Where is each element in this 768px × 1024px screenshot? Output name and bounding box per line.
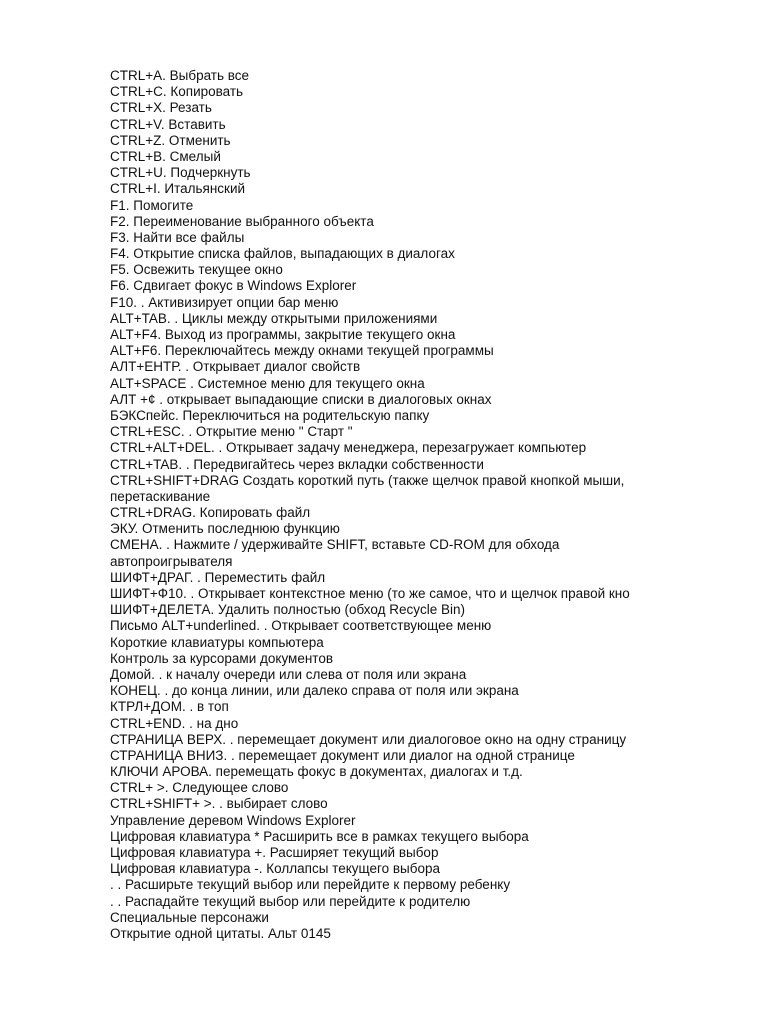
line-alt-tab: ALT+TAB. . Циклы между открытыми приложениями — [110, 310, 438, 326]
line-collapse-parent: . . Распадайте текущий выбор или перейдите к родителю — [110, 893, 471, 909]
line-alt-f4: ALT+F4. Выход из программы, закрытие текущего окна — [110, 327, 456, 342]
section-heading-special-characters: Специальные персонажи — [110, 909, 269, 925]
line-ctrl-v: CTRL+V. Вставить — [110, 116, 226, 132]
line-ctrl-right: CTRL+ >. Следующее слово — [110, 780, 289, 796]
line-f3: F3. Найти все файлы — [110, 229, 245, 245]
line-ctrl-u: CTRL+U. Подчеркнуть — [110, 165, 251, 181]
line-alt-space: ALT+SPACE . Системное меню для текущего окна — [110, 375, 425, 391]
line-home: Домой. . к началу очереди или слева от поля или экрана — [110, 666, 467, 682]
line-arrow-keys: КЛЮЧИ АРОВА. перемещать фокус в документах, диалогах и т.д. — [110, 764, 523, 780]
line-f10: F10. . Активизирует опции бар меню — [110, 294, 339, 310]
line-shift-delete: ШИФТ+ДЕЛЕТА. Удалить полностью (обход Recycle Bin) — [110, 602, 466, 618]
line-page-up: СТРАНИЦА ВЕРХ. . перемещает документ или диалоговое окно на одну страницу — [110, 731, 627, 747]
line-f4: F4. Открытие списка файлов, выпадающих в диалогах — [110, 246, 455, 262]
line-open-single-quote: Открытие одной цитаты. Альт 0145 — [110, 925, 331, 941]
line-page-down: СТРАНИЦА ВНИЗ. . перемещает документ или диалог на одной странице — [110, 747, 575, 763]
line-ctrl-drag: CTRL+DRAG. Копировать файл — [110, 505, 311, 521]
line-backspace: БЭКСпейс. Переключиться на родительскую папку — [110, 407, 430, 423]
line-numpad-plus: Цифровая клавиатура +. Расширяет текущий выбор — [110, 845, 439, 860]
line-ctrl-shift-drag-cont: перетаскивание — [110, 488, 211, 504]
line-numpad-minus: Цифровая клавиатура -. Коллапсы текущего выбора — [110, 861, 440, 877]
line-alt-underlined: Письмо ALT+underlined. . Открывает соответствующее меню — [110, 618, 492, 634]
line-alt-arrow: АЛТ +¢ . открывает выпадающие списки в диалоговых окнах — [110, 391, 492, 407]
line-ctrl-x: CTRL+X. Резать — [110, 100, 212, 116]
line-ctrl-esc: CTRL+ESC. . Открытие меню " Старт " — [110, 424, 353, 440]
line-shift-drag: ШИФТ+ДРАГ. . Переместить файл — [110, 569, 326, 585]
line-ctrl-a: CTRL+A. Выбрать все — [110, 68, 250, 83]
section-heading-keyboard-shortcuts: Короткие клавиатуры компьютера — [110, 634, 324, 650]
line-ctrl-end: CTRL+END. . на дно — [110, 715, 239, 731]
line-shift: СМЕНА. . Нажмите / удерживайте SHIFT, вставьте CD-ROM для обхода — [110, 537, 560, 553]
line-f1: F1. Помогите — [110, 197, 194, 213]
line-ctrl-tab: CTRL+TAB. . Передвигайтесь через вкладки собственности — [110, 456, 484, 472]
line-ctrl-shift-right: CTRL+SHIFT+ >. . выбирает слово — [110, 796, 328, 812]
line-ctrl-c: CTRL+C. Копировать — [110, 84, 244, 100]
line-f2: F2. Переименование выбранного объекта — [110, 213, 374, 229]
section-heading-explorer-tree: Управление деревом Windows Explorer — [110, 812, 356, 828]
line-f6: F6. Сдвигает фокус в Windows Explorer — [110, 278, 357, 294]
shortcut-list — [110, 68, 760, 942]
line-expand-child: . . Расширьте текущий выбор или перейдите к первому ребенку — [110, 877, 511, 893]
line-shift-cont: автопроигрывателя — [110, 553, 233, 569]
line-numpad-star: Цифровая клавиатура * Расширить все в рамках текущего выбора — [110, 828, 529, 844]
line-ctrl-b: CTRL+B. Смелый — [110, 148, 221, 164]
line-end: КОНЕЦ. . до конца линии, или далеко справа от поля или экрана — [110, 683, 519, 699]
line-shift-f10: ШИФТ+Ф10. . Открывает контекстное меню (то же самое, что и щелчок правой кно — [110, 586, 630, 601]
line-ctrl-alt-del: CTRL+ALT+DEL. . Открывает задачу менеджера, перезагружает компьютер — [110, 440, 587, 456]
line-esc: ЭКУ. Отменить последнюю функцию — [110, 521, 340, 537]
line-alt-f6: ALT+F6. Переключайтесь между окнами текущей программы — [110, 343, 494, 359]
line-f5: F5. Освежить текущее окно — [110, 262, 283, 278]
line-ctrl-shift-drag: CTRL+SHIFT+DRAG Создать короткий путь (также щелчок правой кнопкой мыши, — [110, 472, 625, 488]
line-ctrl-i: CTRL+I. Итальянский — [110, 181, 246, 197]
line-ctrl-z: CTRL+Z. Отменить — [110, 132, 231, 148]
section-heading-cursor-control: Контроль за курсорами документов — [110, 650, 334, 666]
line-ctrl-home: КТРЛ+ДОМ. . в топ — [110, 699, 229, 715]
line-alt-enter: АЛТ+ЕНТР. . Открывает диалог свойств — [110, 359, 361, 375]
